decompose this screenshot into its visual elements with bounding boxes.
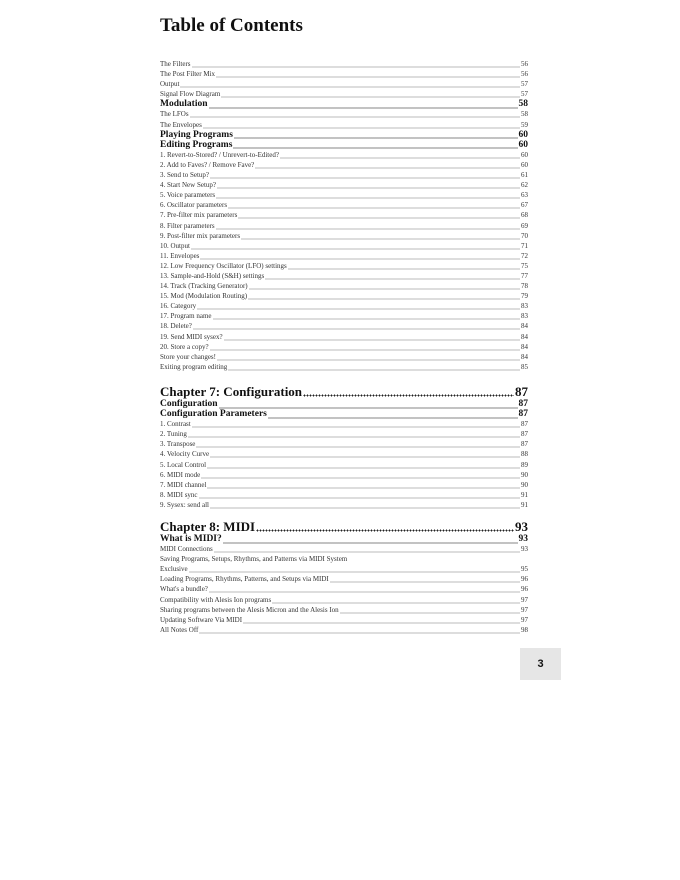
toc-entry-label: Store your changes! [160, 352, 216, 361]
toc-entry [160, 109, 528, 119]
toc-leader-dots [216, 190, 520, 200]
toc-entry-label: 8. MIDI sync [160, 490, 198, 499]
toc-entry [160, 160, 528, 170]
toc-entry-label: Sharing programs between the Alesis Micron and the Alesis Ion [160, 605, 339, 614]
toc-section-programs [160, 59, 528, 372]
toc-leader-dots [207, 460, 520, 470]
toc-entry [160, 332, 528, 342]
toc-entry [160, 625, 528, 635]
toc-leader-dots [201, 470, 520, 480]
toc-entry [160, 342, 528, 352]
toc-entry [160, 595, 528, 605]
toc-entry-label: 19. Send MIDI sysex? [160, 332, 223, 341]
toc-entry-page: 60 [521, 160, 528, 169]
toc-leader-dots [249, 281, 520, 291]
toc-entry [160, 554, 528, 564]
toc-entry [160, 150, 528, 160]
toc-entry-label: 4. Velocity Curve [160, 450, 210, 459]
toc-entry-label: 16. Category [160, 302, 197, 311]
toc-entry [160, 120, 528, 130]
toc-leader-dots [209, 584, 520, 594]
toc-entry-page: 75 [521, 261, 528, 270]
toc-entry-label: 5. Local Control [160, 460, 207, 469]
toc-entry-page: 95 [521, 565, 528, 574]
toc-entry-label: Saving Programs, Setups, Rhythms, and Patterns via MIDI System [160, 555, 348, 564]
toc-entry-page: 90 [521, 470, 528, 479]
toc-entry [160, 200, 528, 210]
toc-leader-dots [216, 69, 520, 79]
toc-entry-label: 20. Store a copy? [160, 342, 209, 351]
toc-entry-page: 93 [521, 545, 528, 554]
toc-leader-dots [193, 321, 520, 331]
toc-leader-dots [228, 200, 520, 210]
toc-entry-label: 5. Voice parameters [160, 191, 216, 200]
toc-entry-page: 71 [521, 241, 528, 250]
toc-leader-dots [256, 519, 514, 534]
toc-entry-label: Playing Programs [160, 129, 233, 140]
toc-section-midi [160, 519, 528, 635]
toc-entry-page: 96 [521, 575, 528, 584]
toc-entry-page: 67 [521, 201, 528, 210]
toc-entry [160, 99, 528, 109]
toc-entry [160, 409, 528, 419]
toc-entry-page: 77 [521, 271, 528, 280]
toc-entry [160, 231, 528, 241]
toc-entry-label: 4. Start New Setup? [160, 181, 216, 190]
toc-entry-label: 12. Low Frequency Oscillator (LFO) settings [160, 261, 287, 270]
toc-leader-dots [223, 534, 518, 544]
toc-entry-label: 14. Track (Tracking Generator) [160, 282, 248, 291]
toc-entry-page: 78 [521, 282, 528, 291]
toc-entry-page: 58 [521, 110, 528, 119]
toc-entry [160, 399, 528, 409]
toc-entry-page: 70 [521, 231, 528, 240]
toc-entry-page: 61 [521, 171, 528, 180]
toc-entry-label: The LFOs [160, 110, 189, 119]
toc-entry-page: 87 [521, 420, 528, 429]
toc-entry [160, 261, 528, 271]
page-title: Table of Contents [160, 15, 303, 36]
toc-entry-label: 18. Delete? [160, 322, 192, 331]
toc-entry [160, 180, 528, 190]
toc-leader-dots [214, 544, 520, 554]
toc-entry-label: Chapter 7: Configuration [160, 384, 303, 399]
toc-leader-dots [197, 301, 520, 311]
toc-entry-label: 17. Program name [160, 312, 212, 321]
toc-entry-label: Compatibility with Alesis Ion programs [160, 595, 272, 604]
toc-entry-page: 87 [518, 409, 528, 420]
toc-entry [160, 321, 528, 331]
toc-leader-dots [207, 480, 520, 490]
toc-entry-label: 1. Contrast [160, 420, 191, 429]
toc-leader-dots [199, 625, 520, 635]
toc-leader-dots [188, 429, 520, 439]
toc-entry-label: Output [160, 80, 180, 89]
toc-entry [160, 140, 528, 150]
toc-entry-label: 2. Add to Faves? / Remove Fave? [160, 160, 255, 169]
toc-leader-dots [203, 120, 520, 130]
toc-entry-label: 6. MIDI mode [160, 470, 201, 479]
toc-entry-label: The Envelopes [160, 120, 202, 129]
toc-entry-label: 3. Send to Setup? [160, 171, 209, 180]
toc-leader-dots [190, 109, 520, 119]
toc-entry-label: Updating Software Via MIDI [160, 615, 243, 624]
toc-entry-label: The Post Filter Mix [160, 70, 216, 79]
toc-entry [160, 470, 528, 480]
toc-leader-dots [180, 79, 520, 89]
toc-entry [160, 480, 528, 490]
toc-entry [160, 534, 528, 544]
toc-leader-dots [210, 170, 520, 180]
toc-entry-label: 7. Pre-filter mix parameters [160, 211, 238, 220]
toc-entry-page: 98 [521, 625, 528, 634]
toc-leader-dots [268, 409, 518, 419]
toc-entry [160, 564, 528, 574]
toc-entry [160, 170, 528, 180]
toc-entry [160, 241, 528, 251]
toc-entry-page: 79 [521, 292, 528, 301]
toc-leader-dots [219, 399, 518, 409]
toc-entry-page: 68 [521, 211, 528, 220]
toc-entry [160, 69, 528, 79]
toc-leader-dots [303, 384, 514, 399]
toc-entry-label: Modulation [160, 99, 208, 110]
toc-leader-dots [192, 59, 520, 69]
toc-entry-label: 10. Output [160, 241, 190, 250]
toc-entry-page: 72 [521, 251, 528, 260]
toc-entry-page: 58 [518, 99, 528, 110]
toc-entry-label: What's a bundle? [160, 585, 208, 594]
toc-entry-page: 59 [521, 120, 528, 129]
toc-section-configuration [160, 384, 528, 510]
toc-entry-label: Exiting program editing [160, 362, 228, 371]
toc-entry [160, 221, 528, 231]
toc-entry-page: 87 [521, 430, 528, 439]
toc-entry-label: MIDI Connections [160, 545, 213, 554]
toc-entry-label: Configuration Parameters [160, 409, 267, 420]
toc-entry-page: 97 [521, 605, 528, 614]
toc-entry-label: What is MIDI? [160, 534, 222, 544]
toc-entry-label: 7. MIDI channel [160, 480, 207, 489]
toc-leader-dots [340, 605, 520, 615]
toc-leader-dots [200, 251, 520, 261]
toc-leader-dots [241, 231, 520, 241]
toc-entry [160, 352, 528, 362]
toc-entry-page: 84 [521, 342, 528, 351]
toc-entry [160, 449, 528, 459]
toc-entry-label: 13. Sample-and-Hold (S&H) settings [160, 271, 265, 280]
toc-leader-dots [189, 564, 520, 574]
toc-leader-dots [216, 221, 520, 231]
page-number: 3 [520, 648, 561, 680]
toc-entry-page: 88 [521, 450, 528, 459]
toc-entry-page: 69 [521, 221, 528, 230]
toc-entry-label: 9. Sysex: send all [160, 500, 209, 509]
toc-entry-label: Exclusive [160, 565, 188, 574]
toc-entry [160, 584, 528, 594]
toc-entry [160, 490, 528, 500]
toc-entry-label: 8. Filter parameters [160, 221, 215, 230]
toc-leader-dots [243, 615, 520, 625]
toc-entry [160, 271, 528, 281]
toc-entry [160, 439, 528, 449]
toc-leader-dots [248, 291, 520, 301]
toc-entry-page: 56 [521, 70, 528, 79]
toc-leader-dots [280, 150, 520, 160]
toc-entry-label: Configuration [160, 399, 218, 409]
toc-entry-page: 62 [521, 181, 528, 190]
toc-entry-label: 2. Tuning [160, 430, 187, 439]
toc-entry [160, 419, 528, 429]
toc-entry [160, 574, 528, 584]
toc-entry-page: 93 [515, 519, 528, 534]
toc-entry-page: 84 [521, 352, 528, 361]
toc-entry-page: 97 [521, 615, 528, 624]
toc-entry [160, 281, 528, 291]
toc-entry-label: 1. Revert-to-Stored? / Unrevert-to-Edited? [160, 150, 279, 159]
toc-leader-dots [209, 99, 518, 109]
toc-entry [160, 500, 528, 510]
toc-entry-page: 89 [521, 460, 528, 469]
toc-entry-page: 57 [521, 80, 528, 89]
toc-leader-dots [288, 261, 520, 271]
toc-entry-page: 56 [521, 60, 528, 68]
toc-leader-dots [199, 490, 520, 500]
toc-entry [160, 544, 528, 554]
toc-entry [160, 384, 528, 399]
toc-entry-page: 87 [521, 440, 528, 449]
toc-entry-page: 97 [521, 595, 528, 604]
toc-leader-dots [224, 332, 520, 342]
toc-entry [160, 615, 528, 625]
toc-entry-label: The Filters [160, 60, 191, 68]
toc-entry-page: 84 [521, 322, 528, 331]
toc-entry-page: 96 [521, 585, 528, 594]
toc-entry [160, 89, 528, 99]
toc-entry-page: 83 [521, 302, 528, 311]
toc-entry-page: 87 [515, 384, 528, 399]
toc-entry [160, 251, 528, 261]
toc-entry [160, 460, 528, 470]
toc-entry-label: All Notes Off [160, 625, 199, 634]
toc-entry-page: 83 [521, 312, 528, 321]
toc-entry [160, 291, 528, 301]
toc-leader-dots [191, 241, 520, 251]
toc-entry-page: 91 [521, 490, 528, 499]
toc-entry [160, 429, 528, 439]
toc-leader-dots [210, 449, 520, 459]
toc-entry-label: 3. Transpose [160, 440, 196, 449]
toc-entry-label: 11. Envelopes [160, 251, 200, 260]
toc-entry-page: 87 [518, 399, 528, 409]
toc-entry-label: 15. Mod (Modulation Routing) [160, 292, 248, 301]
toc-leader-dots [238, 210, 520, 220]
toc-entry-page: 60 [518, 129, 528, 140]
toc-entry-label: Chapter 8: MIDI [160, 519, 256, 534]
toc-entry-page: 63 [521, 191, 528, 200]
toc-leader-dots [210, 500, 520, 510]
toc-leader-dots [213, 311, 520, 321]
toc-entry [160, 59, 528, 69]
toc-entry [160, 605, 528, 615]
toc-entry-page: 60 [521, 150, 528, 159]
toc-entry [160, 301, 528, 311]
toc-leader-dots [255, 160, 520, 170]
toc-leader-dots [217, 180, 520, 190]
toc-leader-dots [221, 89, 520, 99]
toc-entry [160, 130, 528, 140]
toc-leader-dots [234, 130, 518, 140]
toc-leader-dots [210, 342, 520, 352]
toc-entry [160, 519, 528, 534]
toc-leader-dots [265, 271, 520, 281]
toc-entry-page: 60 [518, 139, 528, 150]
toc-entry [160, 190, 528, 200]
toc-leader-dots [330, 574, 520, 584]
toc-entry-label: 9. Post-filter mix parameters [160, 231, 241, 240]
toc-entry-label: Editing Programs [160, 139, 233, 150]
toc-entry-page: 57 [521, 90, 528, 99]
toc-entry-label: Signal Flow Diagram [160, 90, 221, 99]
toc-entry-label: Loading Programs, Rhythms, Patterns, and Setups via MIDI [160, 575, 329, 584]
toc-leader-dots [233, 140, 517, 150]
toc-leader-dots [272, 595, 520, 605]
toc-entry-page: 84 [521, 332, 528, 341]
toc-leader-dots [228, 362, 520, 372]
toc-leader-dots [192, 419, 520, 429]
toc-entry-page: 85 [521, 362, 528, 371]
toc-leader-dots [196, 439, 520, 449]
toc-leader-dots [217, 352, 520, 362]
toc-entry [160, 362, 528, 372]
toc-entry-page: 90 [521, 480, 528, 489]
toc-entry-label: 6. Oscillator parameters [160, 201, 228, 210]
toc-entry-page: 91 [521, 500, 528, 509]
toc-entry-page: 93 [518, 534, 528, 544]
toc-entry [160, 79, 528, 89]
toc-entry [160, 210, 528, 220]
toc-entry [160, 311, 528, 321]
